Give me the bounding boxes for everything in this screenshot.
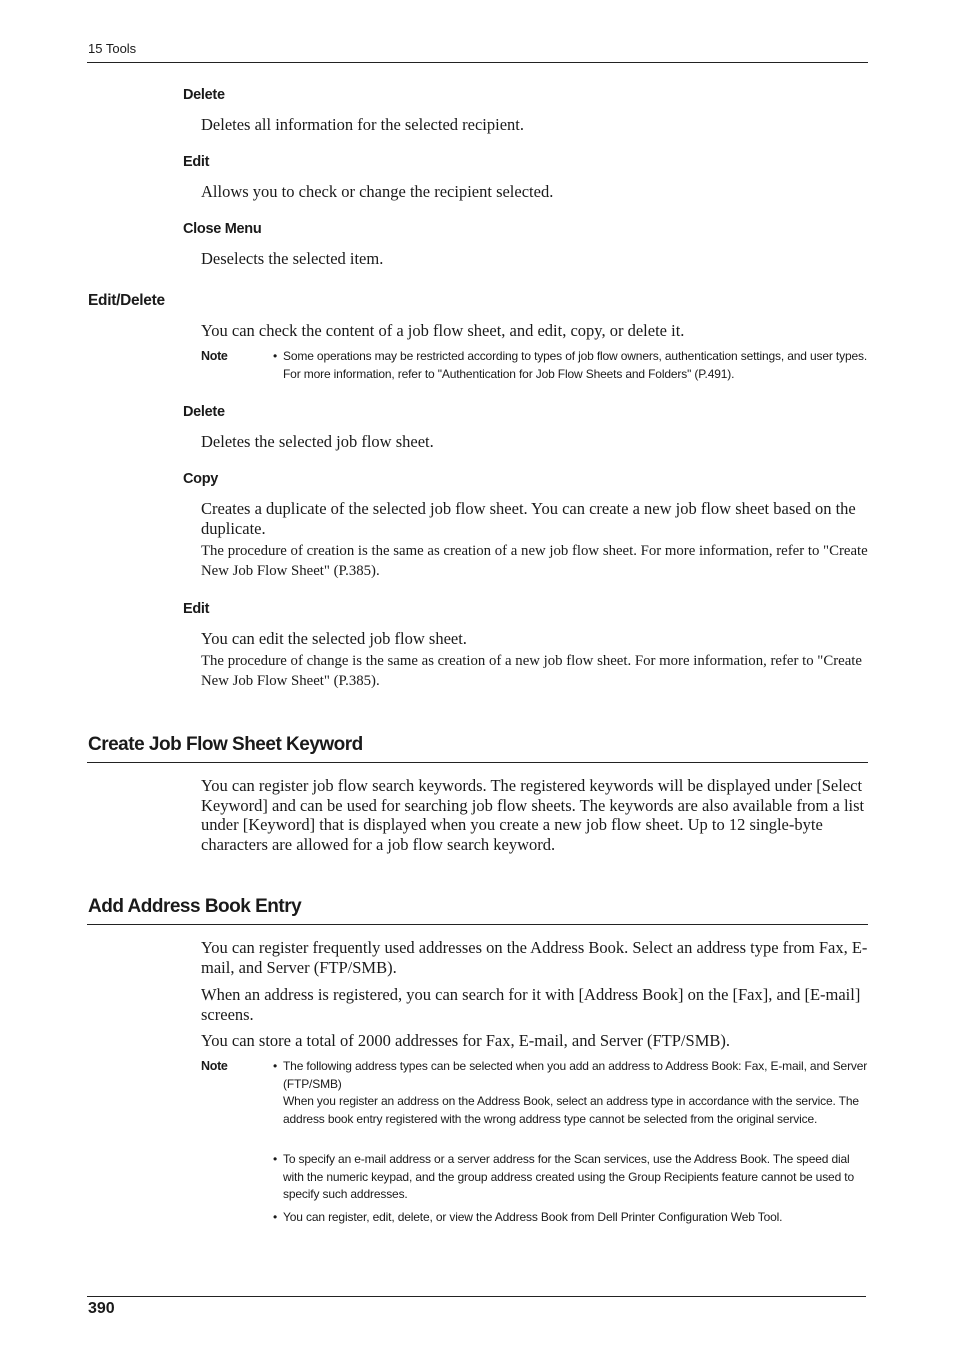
note-text: Some operations may be restricted according to types of job flow owners, authentication settings, and user types. For more information, refer to "Authentication for Job Flow Sheets and Folders" (P.491).	[283, 349, 868, 381]
delete-sheet-heading: Delete	[183, 404, 225, 420]
address-book-paragraph: You can register frequently used addresses on the Address Book. Select an address type from Fax, E-mail, and Server (FTP/SMB).	[201, 938, 868, 977]
edit-sheet-text: You can edit the selected job flow sheet.	[201, 629, 467, 648]
note-text: To specify an e-mail address or a server address for the Scan services, use the Address Book. The speed dial with the numeric keypad, and the group address created using the Group Recipients feature cannot be used to specify such addresses.	[283, 1152, 854, 1202]
address-book-heading: Add Address Book Entry	[88, 896, 302, 917]
keyword-section-text: You can register job flow search keywords. The registered keywords will be displayed under [Select Keyword] and can be used for searching job flow sheets. The keywords are also available from a list under [Keyword] that is displayed when you create a new job flow sheet. Up to 12 single-byte characters are allowed for a job flow search keyword.	[201, 776, 865, 854]
copy-heading: Copy	[183, 471, 219, 487]
note-label: Note	[201, 349, 228, 363]
footer-rule	[87, 1296, 866, 1297]
note-continuation: When you register an address on the Address Book, select an address type in accordance with the service. The address book entry registered with the wrong address type cannot be selected from the original service.	[283, 1094, 859, 1126]
bullet: •	[273, 349, 278, 363]
note-item	[273, 1209, 869, 1227]
edit-recipient-heading: Edit	[183, 154, 210, 170]
note-text: You can register, edit, delete, or view the Address Book from Dell Printer Configuration Web Tool.	[283, 1210, 783, 1224]
note-item	[273, 1058, 869, 1128]
note-text: The following address types can be selected when you add an address to Address Book: Fax, E-mail, and Server (FTP/SMB)	[283, 1059, 868, 1091]
note-item	[273, 1151, 869, 1204]
edit-sheet-heading: Edit	[183, 601, 210, 617]
header-rule	[87, 62, 868, 63]
copy-detail: The procedure of creation is the same as creation of a new job flow sheet. For more information, refer to "Create New Job Flow Sheet" (P.385).	[201, 543, 868, 579]
bullet: •	[273, 1059, 278, 1073]
close-menu-text: Deselects the selected item.	[201, 249, 384, 268]
delete-sheet-text: Deletes the selected job flow sheet.	[201, 432, 434, 451]
edit-sheet-detail: The procedure of change is the same as creation of a new job flow sheet. For more information, refer to "Create New Job Flow Sheet" (P.385).	[201, 653, 862, 689]
copy-text: Creates a duplicate of the selected job flow sheet. You can create a new job flow sheet based on the duplicate.	[201, 499, 856, 538]
delete-recipient-text: Deletes all information for the selected recipient.	[201, 115, 524, 134]
section-rule	[87, 762, 868, 763]
running-header: 15 Tools	[88, 41, 137, 56]
note-label: Note	[201, 1059, 228, 1073]
keyword-section-heading: Create Job Flow Sheet Keyword	[88, 734, 363, 755]
bullet: •	[273, 1152, 278, 1166]
note-item	[273, 348, 869, 383]
bullet: •	[273, 1210, 278, 1224]
section-rule	[87, 924, 868, 925]
close-menu-heading: Close Menu	[183, 221, 262, 237]
edit-delete-heading: Edit/Delete	[88, 292, 165, 309]
delete-recipient-heading: Delete	[183, 87, 225, 103]
address-book-paragraph: When an address is registered, you can search for it with [Address Book] on the [Fax], and [E-mail] screens.	[201, 985, 861, 1024]
page-number: 390	[88, 1300, 115, 1317]
edit-delete-intro: You can check the content of a job flow sheet, and edit, copy, or delete it.	[201, 321, 685, 340]
address-book-paragraph: You can store a total of 2000 addresses for Fax, E-mail, and Server (FTP/SMB).	[201, 1031, 730, 1050]
edit-recipient-text: Allows you to check or change the recipient selected.	[201, 182, 554, 201]
